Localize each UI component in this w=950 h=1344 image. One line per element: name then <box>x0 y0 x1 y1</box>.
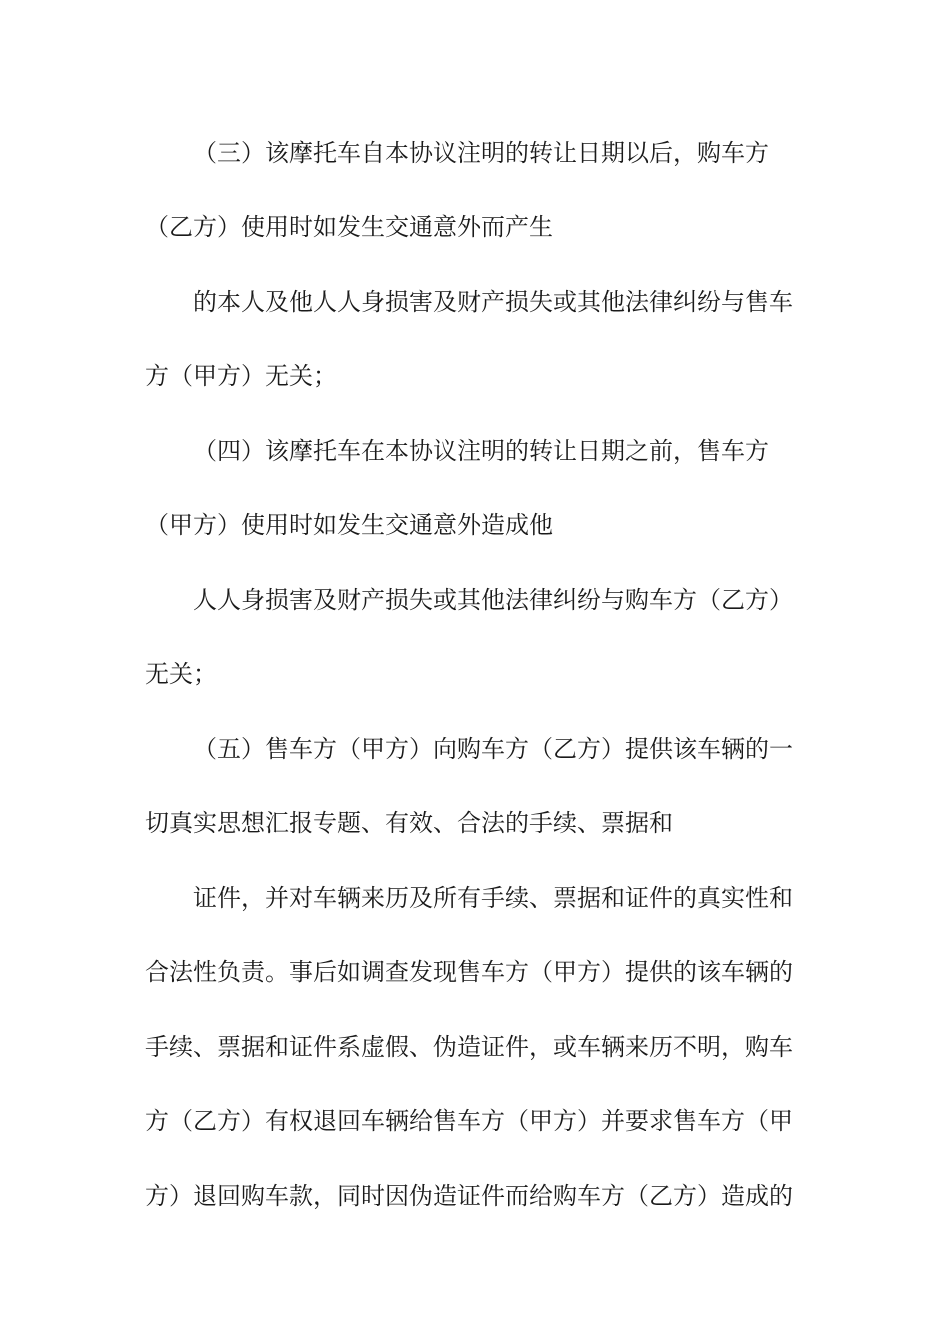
text-line: 方）退回购车款，同时因伪造证件而给购车方（乙方）造成的 <box>145 1182 793 1210</box>
text-line: 证件，并对车辆来历及所有手续、票据和证件的真实性和 <box>193 884 793 912</box>
text-line: 方（甲方）无关； <box>145 362 337 390</box>
text-line: 手续、票据和证件系虚假、伪造证件，或车辆来历不明，购车 <box>145 1033 793 1061</box>
text-line: （乙方）使用时如发生交通意外而产生 <box>145 213 553 241</box>
text-line: 人人身损害及财产损失或其他法律纠纷与购车方（乙方） <box>193 586 793 614</box>
text-line: 无关； <box>145 660 217 688</box>
text-line: 切真实思想汇报专题、有效、合法的手续、票据和 <box>145 809 673 837</box>
text-line-clause-5-start: （五）售车方（甲方）向购车方（乙方）提供该车辆的一 <box>193 735 793 763</box>
text-line: 的本人及他人人身损害及财产损失或其他法律纠纷与售车 <box>193 288 793 316</box>
text-line: 合法性负责。事后如调查发现售车方（甲方）提供的该车辆的 <box>145 958 793 986</box>
text-line: （甲方）使用时如发生交通意外造成他 <box>145 511 553 539</box>
text-line-clause-3-start: （三）该摩托车自本协议注明的转让日期以后，购车方 <box>193 139 769 167</box>
text-line: 方（乙方）有权退回车辆给售车方（甲方）并要求售车方（甲 <box>145 1107 793 1135</box>
text-line-clause-4-start: （四）该摩托车在本协议注明的转让日期之前，售车方 <box>193 437 769 465</box>
